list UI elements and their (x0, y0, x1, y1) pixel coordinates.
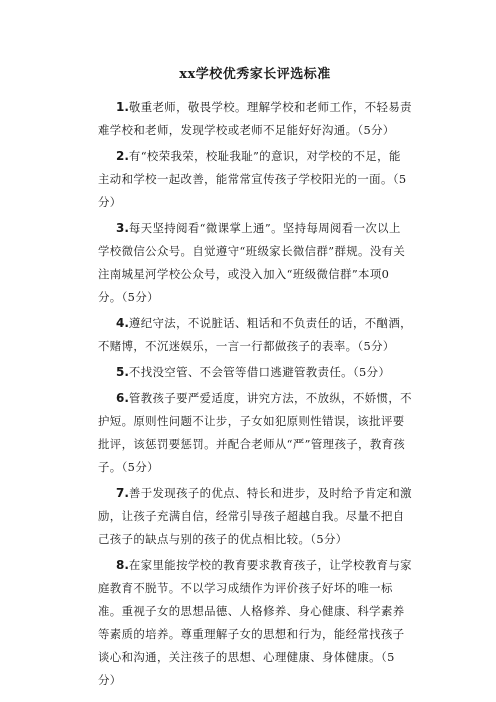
criterion-item-4 (98, 312, 412, 358)
criterion-item-8 (98, 554, 412, 692)
criterion-item-6 (98, 387, 412, 479)
item-number: 8. (116, 558, 129, 572)
item-number: 5. (116, 365, 129, 379)
criterion-item-7 (98, 482, 412, 551)
document-title: xx学校优秀家长评选标准 (179, 67, 331, 82)
item-number: 4. (116, 316, 129, 330)
item-text: 在家里能按学校的教育要求教育孩子，让学校教育与家庭教育不脱节。不以学习成绩作为评价孩子好坏的唯一标准。重视子女的思想品德、人格修养、身心健康、科学素养等素质的培养。尊重理解子女的思想和行为，能经常找孩子谈心和沟通，关注孩子的思想、心理健康、身体健康。（5分） (98, 558, 412, 687)
item-text: 管教孩子要严爱适度，讲究方法，不放纵，不娇惯，不护短。原则性问题不让步，子女如犯原则性错误，该批评要批评，该惩罚要惩罚。并配合老师从“严”管理孩子，教育孩子。（5分） (98, 391, 412, 474)
item-number: 2. (116, 149, 129, 163)
item-number: 6. (116, 391, 129, 405)
criterion-item-2 (98, 145, 412, 214)
item-number: 3. (116, 221, 129, 235)
item-text: 不找没空管、不会管等借口逃避管教责任。（5分） (128, 365, 391, 379)
item-text: 善于发现孩子的优点、特长和进步，及时给予肯定和激励，让孩子充满自信，经常引导孩子超越自我。尽量不把自己孩子的缺点与别的孩子的优点相比较。（5分） (98, 486, 412, 546)
item-text: 每天坚持阅看“微课掌上通”。坚持每周阅看一次以上学校微信公众号。自觉遵守“班级家长微信群”群规。没有关注南城星河学校公众号，或没入加入“班级微信群”本项0分。（5分） (98, 221, 406, 304)
item-text: 敬重老师，敬畏学校。理解学校和老师工作，不轻易责难学校和老师，发现学校或老师不足能好好沟通。（5分） (98, 100, 412, 137)
criterion-item-3 (98, 217, 412, 309)
criterion-item-5 (98, 361, 412, 384)
item-text: 遵纪守法，不说脏话、粗话和不负责任的话，不酗酒，不赌博，不沉迷娱乐，一言一行都做孩子的表率。（5分） (98, 316, 412, 353)
item-number: 7. (116, 486, 129, 500)
item-text: 有“校荣我荣，校耻我耻”的意识，对学校的不足，能主动和学校一起改善，能常常宣传孩子学校阳光的一面。（5分） (98, 149, 407, 209)
criterion-item-1 (98, 96, 412, 142)
item-number: 1. (116, 100, 129, 114)
